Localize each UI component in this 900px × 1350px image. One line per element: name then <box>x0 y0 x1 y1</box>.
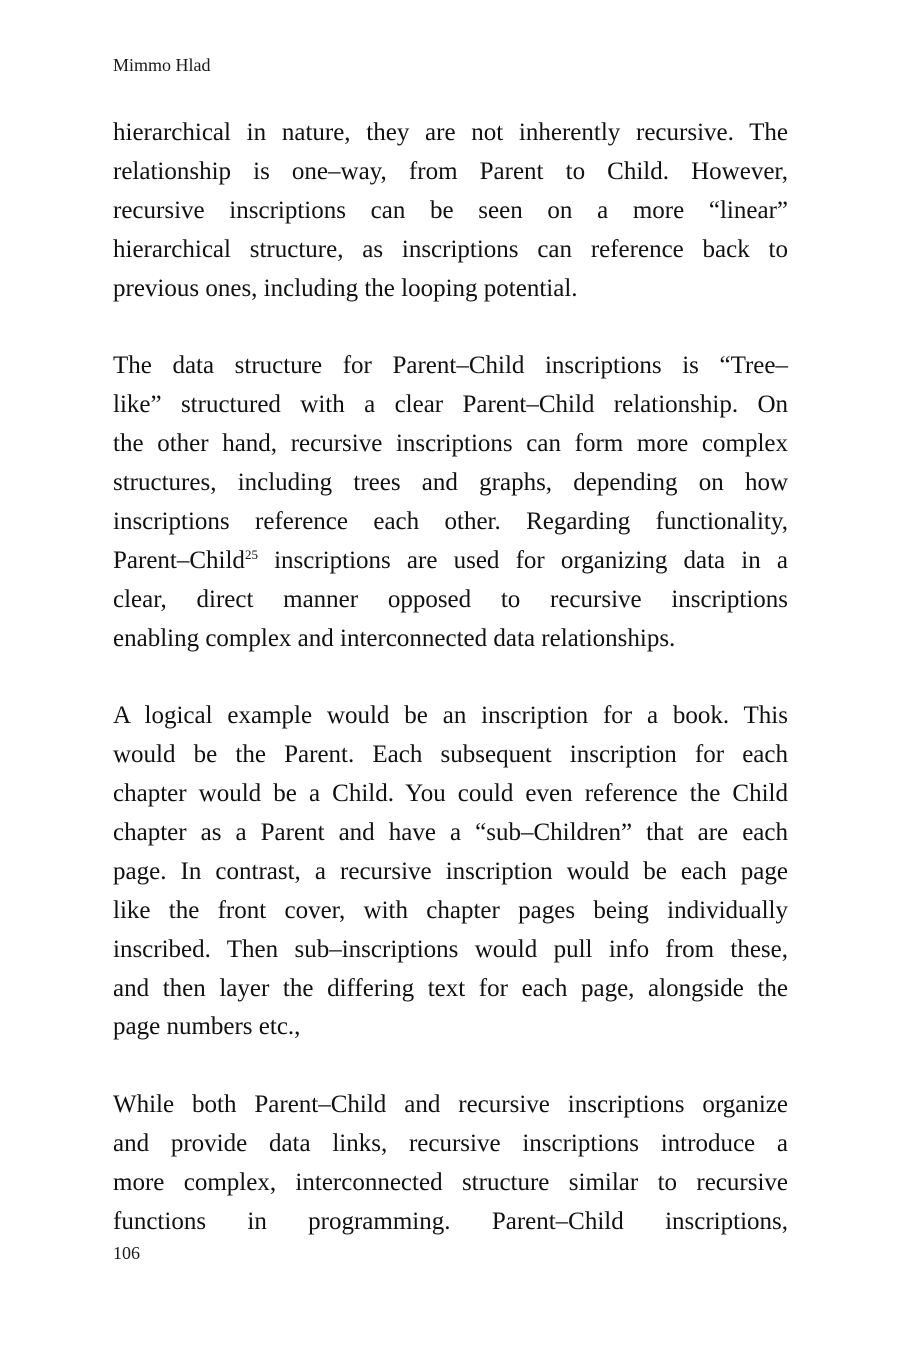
text-line: recursive inscriptions can be seen on a more “linear” <box>113 196 788 224</box>
text-line: page. In contrast, a recursive inscription would be each page <box>113 857 788 885</box>
text-line: the other hand, recursive inscriptions can form more complex <box>113 430 788 458</box>
text-line <box>113 542 788 581</box>
text-line: chapter would be a Child. You could even reference the Child <box>113 780 788 808</box>
text-line: inscriptions reference each other. Regarding functionality, <box>113 507 788 535</box>
text-line: While both Parent–Child and recursive inscriptions organize <box>113 1091 788 1119</box>
text-line: previous ones, including the looping potential. <box>113 274 578 302</box>
text-line: relationship is one–way, from Parent to Child. However, <box>113 157 788 185</box>
body-text <box>113 114 788 1281</box>
text-line: like” structured with a clear Parent–Child relationship. On <box>113 391 788 419</box>
text-line: inscribed. Then sub–inscriptions would pull info from these, <box>113 935 788 963</box>
paragraph <box>113 1086 788 1242</box>
footnote-reference[interactable]: 25 <box>244 546 258 562</box>
text-line: more complex, interconnected structure similar to recursive <box>113 1169 788 1197</box>
running-head: Mimmo Hlad <box>113 55 211 75</box>
text-line: would be the Parent. Each subsequent inscription for each <box>113 741 788 769</box>
paragraph <box>113 697 788 1047</box>
paragraph <box>113 347 788 658</box>
page-number: 106 <box>113 1243 140 1263</box>
text-line: clear, direct manner opposed to recursive inscriptions <box>113 585 788 613</box>
text-line: page numbers etc., <box>113 1013 301 1041</box>
text-line: hierarchical structure, as inscriptions can reference back to <box>113 235 788 263</box>
text-line: hierarchical in nature, they are not inherently recursive. The <box>113 119 788 146</box>
text-line: The data structure for Parent–Child inscriptions is “Tree– <box>113 352 788 380</box>
text-run: inscriptions are used for organizing data in a <box>257 546 788 574</box>
text-line: and then layer the differing text for each page, alongside the <box>113 974 788 1002</box>
text-line: A logical example would be an inscription for a book. This <box>113 702 788 730</box>
text-line: functions in programming. Parent–Child inscriptions, <box>113 1207 788 1235</box>
text-line: structures, including trees and graphs, depending on how <box>113 469 788 497</box>
text-run: Parent–Child <box>113 546 245 574</box>
text-line: and provide data links, recursive inscriptions introduce a <box>113 1130 788 1158</box>
text-line: enabling complex and interconnected data relationships. <box>113 624 676 652</box>
paragraph <box>113 114 788 308</box>
text-line: chapter as a Parent and have a “sub–Children” that are each <box>113 819 788 847</box>
text-line: like the front cover, with chapter pages being individually <box>113 896 788 924</box>
